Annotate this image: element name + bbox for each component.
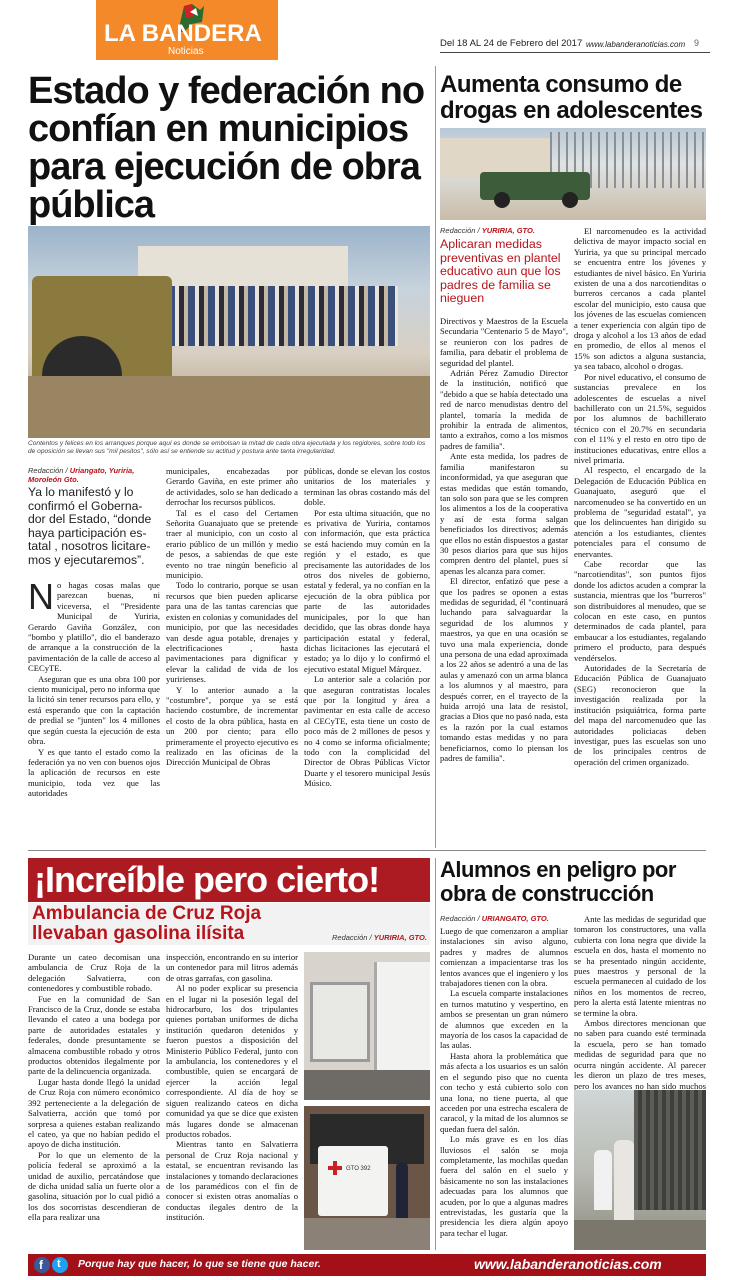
dropcap: N <box>28 576 54 617</box>
ground <box>28 376 430 438</box>
students-byline-place: URIANGATO, GTO. <box>481 914 549 923</box>
logo-block <box>96 0 278 60</box>
facebook-icon[interactable]: f <box>34 1257 50 1273</box>
footer-slogan: Porque hay que hacer, lo que se tiene que hacer. <box>78 1258 321 1270</box>
ground <box>574 1220 706 1250</box>
officer-figure <box>396 1162 408 1222</box>
drugs-col1-p: Adrián Pérez Zamudio Director de la institución, notificó que "debido a que se había detectado una red de narco menudistas dentro del plantel, tomaría la medida de prohibir la entrada de alimentos, tanto a extraños, como a los mismos padres de familia". <box>440 368 568 451</box>
main-col-1 <box>28 576 160 848</box>
main-story-title: Estado y federación no confían en municipios para ejecución de obra pública <box>28 70 425 226</box>
students-col2-p: Ante las medidas de seguridad que tomaron los constructores, una valla cubierta con lona negra que divide la escuela en dos, hasta el momento no se ha presentado ningún accidente, pues maestros y personal de la escuela permanecen al cuidado de los niños en los momentos de recreo, pero la alerta está latente mientras no se termine la obra. <box>574 914 706 1018</box>
container-tank <box>310 982 370 1062</box>
header-rule <box>440 52 710 53</box>
students-col1-p: Luego de que comenzaron a ampliar instalaciones sin aviso alguno, padres y madres de alumnos comienzan a impacientarse tras los lentos avances que el ingeniero y los trabajadores tienen con la obra. <box>440 926 568 989</box>
drugs-col-2 <box>574 226 706 846</box>
ambulance-vehicle <box>318 1146 388 1216</box>
students-photo <box>574 1090 706 1250</box>
main-col-2 <box>166 466 298 848</box>
students-col1-p: Hasta ahora la problemática que más afecta a los usuarios es un salón en el segundo piso que no cuenta con techo y está cubierto solo con una lona, no tiene puerta, al que acceden por una estrecha escalera de caracol, y la mitad de los alumnos se quedan fuera del salón. <box>440 1050 568 1134</box>
adult-figure <box>614 1140 634 1220</box>
child-figure <box>594 1150 612 1210</box>
ambulance-byline-label: Redacción / <box>332 933 372 942</box>
plate-label: GTO 392 <box>346 1166 371 1172</box>
main-col-3 <box>304 466 430 848</box>
ambulance-col2-p: Mientras tanto en Salvatierra personal de Cruz Roja nacional y estatal, se encuentran revisando las instalaciones y tomando declaraciones de los paramédicos con el fin de conocer si existen otras anomalías o conductas ilegales dentro de la institución. <box>166 1139 298 1223</box>
ambulance-col1-p: Por lo que un elemento de la policía federal se aproximó a la unidad de auxilio, percatándose que de dicha unidad salía un fuerte olor a gasolina, situación por lo cual pidió a los dos socorristas descendieran de ella para realizar una <box>28 1149 160 1223</box>
page-number: 9 <box>694 38 700 48</box>
ambulance-col1-p: Durante un cateo decomisan una ambulancia de Cruz Roja de la delegación Salvatierra, con contenedores y combustible robado. <box>28 952 160 994</box>
students-col1-p: Lo más grave es en los días lluviosos el salón se moja completamente, las mochilas quedan fuera del salón en el suelo y básicamente no son las instalaciones adecuadas para los alumnos que acuden, por lo que a algunas madres entrevistadas, les gustaría que la presidencia les diera algún apoyo para techar el lugar. <box>440 1134 568 1238</box>
students-col-1 <box>440 926 568 1250</box>
logo-subtitle: Noticias <box>168 46 204 57</box>
main-byline <box>28 466 158 484</box>
students-col1-p: La escuela comparte instalaciones en turnos matutino y vespertino, en ambos se presentan un gran número de alumnos que exceden en la mayoría de los casos la capacidad de las aulas. <box>440 988 568 1051</box>
section-rule <box>28 850 706 851</box>
crowd <box>148 286 398 346</box>
cross-icon-vertical <box>333 1161 337 1175</box>
header-site: www.labanderanoticias.com <box>586 40 686 49</box>
students-story-title: Alumnos en peligro por obra de construcción <box>440 857 676 906</box>
drugs-col-1 <box>440 316 568 846</box>
main-col2-p: Todo lo contrario, porque se usan recursos que bien pueden aplicarse para una de las tantas carencias que existen en colonias y comunidades del municipio, por que las necesidades van desde agua potable, drenajes y electrificaciones , hasta pavimentaciones para dignificar y elevar la calidad de vida de los yuririenses. <box>166 580 298 685</box>
ambulance-byline <box>332 933 427 942</box>
ambulance-col-1 <box>28 952 160 1250</box>
twitter-icon[interactable]: t <box>52 1257 68 1273</box>
banner-block <box>28 858 430 902</box>
ambulance-col1-p: Lugar hasta donde llegó la unidad de Cruz Roja con número económico 392 perteneciente a la delegación de Salvatierra, acción que tomó por sorpresa a quienes estaban realizando el cateo, ya que no habían pedido el apoyo de dicha institución. <box>28 1076 160 1150</box>
banner-text: ¡Increíble pero cierto! <box>34 859 380 900</box>
ambulance-col-2 <box>166 952 298 1250</box>
main-byline-label: Redacción / <box>28 466 68 475</box>
column-divider <box>435 858 436 1250</box>
ground <box>304 1218 430 1250</box>
main-col1-p: Aseguran que es una obra 100 por ciento municipal, pero no informa que la licitó sin tener recursos para ello, y está esperando que con la captación de predial se "junten" los 4 millones que según cuesta la ejecución de esta obra. <box>28 673 160 747</box>
main-story-photo <box>28 226 430 438</box>
footer-bar <box>28 1254 706 1276</box>
ambulance-title: Ambulancia de Cruz Roja llevaban gasolina ilísita <box>32 903 262 944</box>
ambulance-photo-1 <box>304 952 430 1100</box>
logo-text: LA BANDERA <box>104 20 262 47</box>
drugs-col1-p: El director, enfatizó que pese a que los padres se oponen a estas medidas de seguridad, él "continuará luchando para salvaguardar la seguridad de los alumnos y maestros, ya que en una ocasión se tuvo una mala experiencia, donde una persona de una edad aproximada a los 22 años se adentró a una de las aulas y amenazó con un arma blanca a los alumnos y al maestro, para después correr, en el trayecto de la huida arrojó una lata de resistol, gracias a Dios que no pasó nada, esta es la razón por la cual estamos tomando estas medidas y no para beneficiarnos, como lo piensan los padres de familia". <box>440 576 568 764</box>
drugs-byline-place: YURIRIA, GTO. <box>481 226 535 235</box>
header <box>0 0 732 62</box>
main-subhead: Ya lo manifestó y lo confirmó el Goberna-dor del Estado, “donde haya participación es-tatal , nosotros licitare-mos y ejecutaremos”. <box>28 485 152 567</box>
drugs-col1-p: Directivos y Maestros de la Escuela Secundaria "Centenario 5 de Mayo", se reunieron con los padres de familia, para debatir el problema de seguridad del plantel. <box>440 316 568 368</box>
ambulance-col2-p: Al no poder explicar su presencia en el lugar ni la posesión legal del hidrocarburo, los dos tripulantes quienes portaban uniformes de dicha institución quedaron detenidos y fueron puestos a disposición del Ministerio Público Federal, junto con la ambulancia, los contenedores y el combustible, quien se encargará de ejercer la acción legal correspondiente. Al día de hoy se siguen realizando cateos en dicha comunidad ya que se dice que existen más lugares donde se almacenan productos robados. <box>166 983 298 1139</box>
main-byline-place: Uriangato, Yuriria, Moroleón Gto. <box>28 466 135 484</box>
ambulance-col1-p: Fue en la comunidad de San Francisco de la Cruz, donde se estaba llevando el cateo a una bodega por parte de autoridades estatales y federales, donde presuntamente se almacena combustible robado y otros productos obtenidos ilegalmente por parte de la delincuencia organizada. <box>28 993 160 1077</box>
main-col1-p: Y es que tanto el estado como la federación ya no ven con buenos ojos la aplicación de recursos en este municipio, toda vez que las autoridades <box>28 746 160 799</box>
main-photo-caption: Contentos y felices en los arranques porque aquí es donde se embolsan la mitad de cada obra ejecutada y los regidores, sobre todo los de oposición se llevan sus "mil pesitos", sólo así se entiende su actitud y postura ante tanta irregularidad. <box>28 440 426 455</box>
ambulance-interior <box>374 962 430 1082</box>
main-col2-p: Tal es el caso del Certamen Señorita Guanajuato que se pretende traer al municipio, con un costo al erario público de un millón y medio de pesos, a sabiendas de que este evento no trae ningún beneficio al municipio. <box>166 507 298 581</box>
main-col2-p: municipales, encabezadas por Gerardo Gaviña, en este primer año de actividades, solo se han dedicado a derrochar los recursos públicos. <box>166 466 298 508</box>
column-divider <box>435 66 436 848</box>
main-col1-first: o hagas cosas malas que parezcan buenas, ni viceversa, el "Presidente Municipal de Yuriria, Gerardo Gaviña González, con "bombo y platillo", dio el banderazo de arranque a la construcción de la pavimentación de la calle de acceso al CECyTE. <box>28 580 160 674</box>
drugs-story-photo <box>440 128 706 220</box>
drugs-col2-p: Al respecto, el encargado de la Delegación de Educación Pública en Guanajuato, aseguró que el narcomenudeo se ha convertido en un problema de "seguridad estatal", ya que los delincuentes han dirigido su atención a los estudiantes, clientes potenciales para el consumo de enervantes. <box>574 465 706 559</box>
drugs-col2-p: Por nivel educativo, el consumo de sustancias prevalece en los adolescentes de escuelas a nivel bachillerato con un 21.5%, seguidos por los alumnos de bachillerato técnico con el 20.7% en secundaria con el 11% y el resto en otro tipo de instituciones educativas, entre ellos a nivel primaria. <box>574 371 706 465</box>
main-col3-p: Por esta ultima situación, que no es privativa de Yuriria, contamos con información, que esta práctica se está haciendo muy común en la región y el estado, es que precisamente las autoridades de los otros dos niveles de gobierno, estatal y federal, ya no confían en la ejecución de la obra pública por parte de las autoridades municipales, por lo que han decidido, que las obras donde haya participación estatal y federal, dichas licitaciones las ejecutará el estado; ya lo dijo y lo confirmó el ejecutivo estatal Miguel Márquez. <box>304 507 430 674</box>
main-col2-p: Y lo anterior aunado a la "costumbre", porque ya se está haciendo costumbre, de incrementar el costo de la obra pública, hasta en un 200 por ciento; para ello primeramente el proyecto ejecutivo es realizado en las oficinas de la Dirección Municipal de Obras <box>166 684 298 768</box>
drugs-byline <box>440 226 535 235</box>
main-col3-p: públicas, donde se elevan los costos unitarios de los materiales y terminan las obras costando más del doble. <box>304 466 430 508</box>
footer-site[interactable]: www.labanderanoticias.com <box>474 1256 662 1272</box>
drugs-col1-p: Ante esta medida, los padres de familia manifestaron su inconformidad, ya que aseguran que estas medidas que están tomando, tan solo son para que se les compren los alimentos a los de la cooperativa y así de esta forma salgan beneficiados los directivos; además que ellos no están dispuestos a gastar 30 pesos diarios para que sus hijos compren dentro del plantel, pues sí apenas les alcanza para comer. <box>440 451 568 576</box>
drugs-col2-p: El narcomenudeo es la actividad delictiva de mayor impacto social en Yuriria, ya que su principal mercado se encuentra entre los jóvenes y estudiantes de nivel básico. En Yuriria existen de una a dos narcotienditas o burreros cercanos a cada plantel escolar del municipio, esto causa que los jóvenes de las escuelas comiencen a tener experiencia con algún tipo de droga y alcohol a los 13 años de edad en promedio, de ellos al menos el 15% son adictos a alguna sustancia, ya sea tabaco, alcohol o drogas. <box>574 226 706 372</box>
main-col3-p: Lo anterior sale a colación por que aseguran contratistas locales que por la longitud y área a pavimentar en esta calle de acceso al CECyTE, esta tiene un costo de poco más de 2 millones de pesos y no 4 como se informa oficialmente; todo con la complicidad del Director de Obras Públicas Víctor Duarte y el tesorero municipal Jesús Músico. <box>304 674 430 789</box>
students-col-2 <box>574 914 706 1091</box>
ambulance-col2-p: inspección, encontrando en su interior un contenedor para mil litros además de otras garrafas, con gasolina. <box>166 952 298 983</box>
truck-wheel <box>494 192 510 208</box>
drugs-subhead: Aplicaran medidas preventivas en plantel educativo aun que los padres de familia se nieguen <box>440 237 561 306</box>
issue-date: Del 18 AL 24 de Febrero del 2017 <box>440 38 583 49</box>
floor <box>304 1070 430 1100</box>
construction-wall <box>634 1090 706 1210</box>
ambulance-photo-2 <box>304 1106 430 1250</box>
truck-wheel <box>562 192 578 208</box>
ambulance-byline-place: YURIRIA, GTO. <box>373 933 427 942</box>
drugs-byline-label: Redacción / <box>440 226 480 235</box>
drugs-story-title: Aumenta consumo de drogas en adolescentes <box>440 71 703 124</box>
students-byline-label: Redacción / <box>440 914 480 923</box>
drugs-col2-p: Cabe recordar que las "narcotienditas", son puntos fijos donde los adictos acuden a comprar la sustancia, mientras que los "burreros" son distribuidores al menudeo, que se colocan en este caso, en puntos determinados de cada plantel, para embaucar a los estudiantes, regalando primero el producto, para después vendérselos. <box>574 559 706 663</box>
ambulance-title-block <box>28 903 430 945</box>
students-byline <box>440 914 549 923</box>
drugs-col2-p: Autoridades de la Secretaría de Educación Pública de Guanajuato (SEG) reconocieron que la investigación realizada por la institución psiquiátrica, forma parte del mapa del narcomenudeo que las autoridades policiacas deben investigar, pues las escuelas son uno de los principales centros de operación del crimen organizado. <box>574 663 706 767</box>
students-col2-p: Ambos directores mencionan que no saben para cuando esté terminada la escuela, pero se han tomado medidas de seguridad para que no ocurra ningún accidente. Al parecer les dieron un plazo de tres meses, pero los avances no han sido muchos <box>574 1018 706 1091</box>
